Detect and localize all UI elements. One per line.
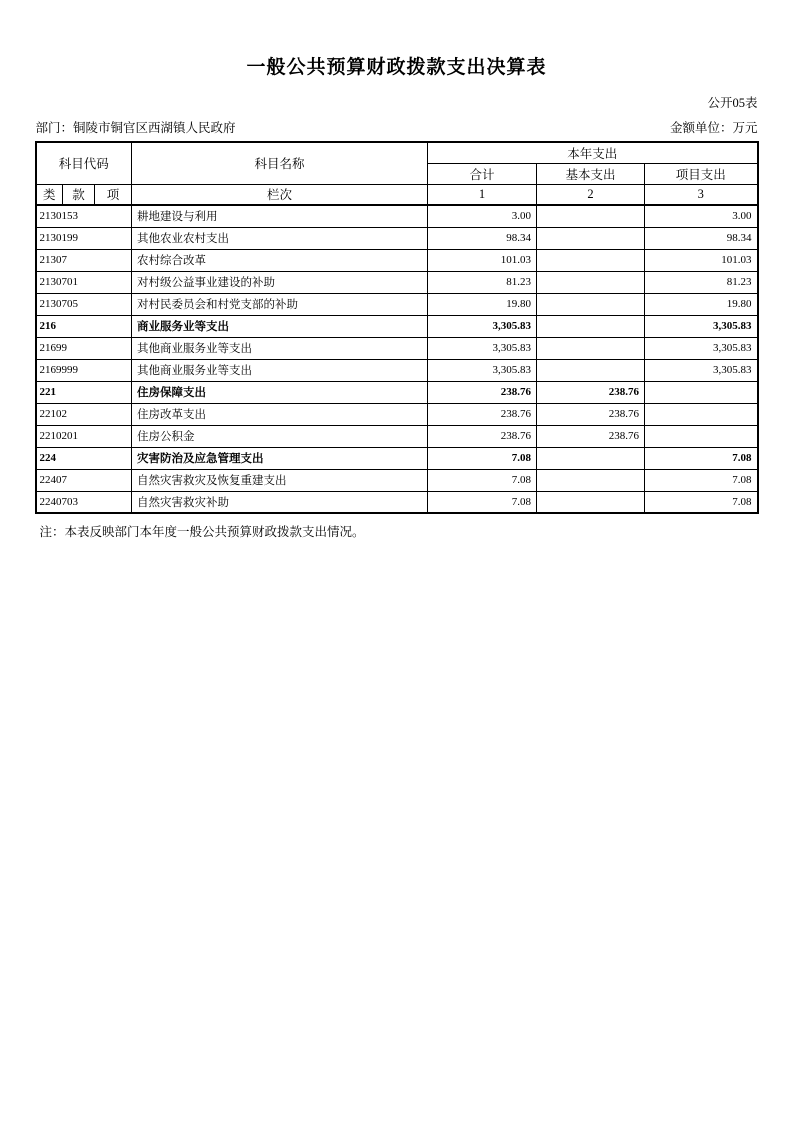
subject-name-cell: 其他农业农村支出 xyxy=(132,227,428,249)
subject-name-cell: 住房改革支出 xyxy=(132,403,428,425)
table-row xyxy=(36,359,758,381)
subject-code-cell: 22102 xyxy=(36,403,132,425)
header-class: 类 xyxy=(36,184,63,205)
basic-cell xyxy=(537,469,645,491)
basic-cell xyxy=(537,359,645,381)
header-item: 项 xyxy=(95,184,132,205)
total-cell: 3,305.83 xyxy=(428,359,537,381)
subject-code-cell: 2169999 xyxy=(36,359,132,381)
table-row xyxy=(36,381,758,403)
table-row xyxy=(36,469,758,491)
table-row xyxy=(36,249,758,271)
subject-name-cell: 对村民委员会和村党支部的补助 xyxy=(132,293,428,315)
header-column-label: 栏次 xyxy=(132,184,428,205)
project-cell: 98.34 xyxy=(645,227,758,249)
total-cell: 7.08 xyxy=(428,491,537,513)
subject-name-cell: 商业服务业等支出 xyxy=(132,315,428,337)
subject-code-cell: 2210201 xyxy=(36,425,132,447)
header-subject-name: 科目名称 xyxy=(132,142,428,184)
basic-cell xyxy=(537,491,645,513)
header-subject-code: 科目代码 xyxy=(36,142,132,184)
total-cell: 98.34 xyxy=(428,227,537,249)
subject-name-cell: 自然灾害救灾补助 xyxy=(132,491,428,513)
project-cell: 3,305.83 xyxy=(645,337,758,359)
subject-code-cell: 221 xyxy=(36,381,132,403)
basic-cell: 238.76 xyxy=(537,403,645,425)
basic-cell xyxy=(537,447,645,469)
project-cell: 19.80 xyxy=(645,293,758,315)
total-cell: 3,305.83 xyxy=(428,337,537,359)
project-cell xyxy=(645,403,758,425)
table-row xyxy=(36,447,758,469)
subject-code-cell: 216 xyxy=(36,315,132,337)
column-number-2: 2 xyxy=(537,184,645,205)
basic-cell xyxy=(537,205,645,227)
table-row xyxy=(36,271,758,293)
subject-name-cell: 耕地建设与利用 xyxy=(132,205,428,227)
table-row xyxy=(36,205,758,227)
basic-cell xyxy=(537,293,645,315)
project-cell: 7.08 xyxy=(645,491,758,513)
table-row xyxy=(36,293,758,315)
total-cell: 19.80 xyxy=(428,293,537,315)
column-number-1: 1 xyxy=(428,184,537,205)
header-current-year-expenditure: 本年支出 xyxy=(428,142,758,163)
project-cell: 7.08 xyxy=(645,447,758,469)
total-cell: 238.76 xyxy=(428,425,537,447)
table-row xyxy=(36,227,758,249)
header-basic-expenditure: 基本支出 xyxy=(537,163,645,184)
header-section: 款 xyxy=(63,184,95,205)
table-row xyxy=(36,403,758,425)
total-cell: 81.23 xyxy=(428,271,537,293)
subject-code-cell: 2130153 xyxy=(36,205,132,227)
header-total: 合计 xyxy=(428,163,537,184)
project-cell: 81.23 xyxy=(645,271,758,293)
subject-code-cell: 21699 xyxy=(36,337,132,359)
project-cell xyxy=(645,425,758,447)
basic-cell xyxy=(537,337,645,359)
project-cell: 101.03 xyxy=(645,249,758,271)
total-cell: 7.08 xyxy=(428,469,537,491)
subject-code-cell: 2240703 xyxy=(36,491,132,513)
subject-name-cell: 对村级公益事业建设的补助 xyxy=(132,271,428,293)
subject-code-cell: 2130701 xyxy=(36,271,132,293)
total-cell: 3.00 xyxy=(428,205,537,227)
table-row xyxy=(36,491,758,513)
table-row xyxy=(36,315,758,337)
unit-label: 金额单位：万元 xyxy=(669,121,758,135)
basic-cell: 238.76 xyxy=(537,425,645,447)
subject-name-cell: 农村综合改革 xyxy=(132,249,428,271)
subject-name-cell: 其他商业服务业等支出 xyxy=(132,359,428,381)
subject-name-cell: 住房公积金 xyxy=(132,425,428,447)
subject-code-cell: 2130199 xyxy=(36,227,132,249)
table-note: 注：本表反映部门本年度一般公共预算财政拨款支出情况。 xyxy=(39,525,365,539)
total-cell: 101.03 xyxy=(428,249,537,271)
header-project-expenditure: 项目支出 xyxy=(645,163,758,184)
subject-code-cell: 224 xyxy=(36,447,132,469)
table-code-label: 公开05表 xyxy=(707,96,758,110)
total-cell: 3,305.83 xyxy=(428,315,537,337)
header-row-1 xyxy=(36,142,758,163)
subject-code-cell: 21307 xyxy=(36,249,132,271)
table-row xyxy=(36,425,758,447)
project-cell: 3,305.83 xyxy=(645,359,758,381)
basic-cell: 238.76 xyxy=(537,381,645,403)
project-cell: 7.08 xyxy=(645,469,758,491)
header-row-3 xyxy=(36,184,758,205)
table-body xyxy=(36,205,758,513)
subject-name-cell: 自然灾害救灾及恢复重建支出 xyxy=(132,469,428,491)
basic-cell xyxy=(537,249,645,271)
basic-cell xyxy=(537,315,645,337)
project-cell xyxy=(645,381,758,403)
total-cell: 238.76 xyxy=(428,403,537,425)
total-cell: 238.76 xyxy=(428,381,537,403)
subject-name-cell: 住房保障支出 xyxy=(132,381,428,403)
subject-code-cell: 22407 xyxy=(36,469,132,491)
table-row xyxy=(36,337,758,359)
table-meta xyxy=(36,93,758,136)
basic-cell xyxy=(537,271,645,293)
subject-code-cell: 2130705 xyxy=(36,293,132,315)
basic-cell xyxy=(537,227,645,249)
subject-name-cell: 其他商业服务业等支出 xyxy=(132,337,428,359)
project-cell: 3.00 xyxy=(645,205,758,227)
budget-expenditure-table xyxy=(35,141,759,514)
column-number-3: 3 xyxy=(645,184,758,205)
project-cell: 3,305.83 xyxy=(645,315,758,337)
department-label: 部门：铜陵市铜官区西湖镇人民政府 xyxy=(35,121,236,135)
subject-name-cell: 灾害防治及应急管理支出 xyxy=(132,447,428,469)
page-title: 一般公共预算财政拨款支出决算表 xyxy=(246,56,547,78)
total-cell: 7.08 xyxy=(428,447,537,469)
